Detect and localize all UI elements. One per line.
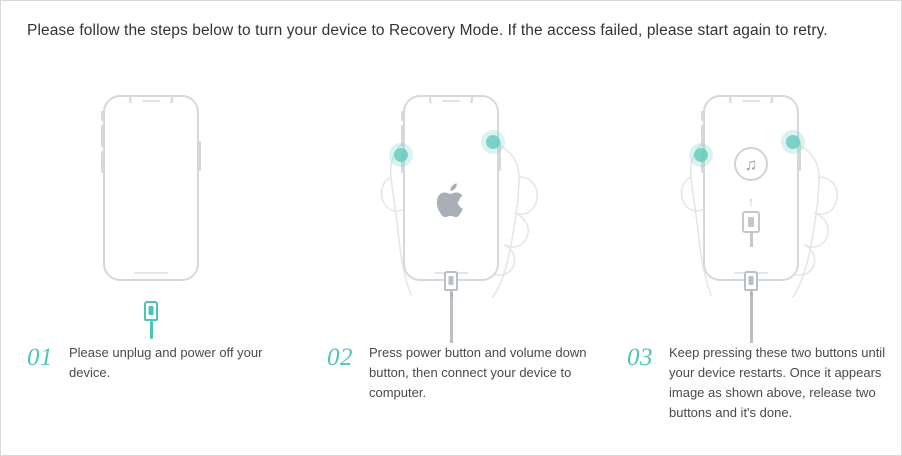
screen-recovery-mode: [711, 103, 791, 269]
earpiece-speaker-icon: [442, 100, 460, 102]
screen-blank: [111, 103, 191, 269]
step-02-number: 02: [327, 344, 353, 371]
iphone-device-apple-logo: [403, 95, 499, 281]
screen-apple-logo: [411, 103, 491, 269]
tap-indicator-volume-down-icon: [694, 148, 708, 162]
mute-switch: [101, 111, 104, 121]
power-button: [198, 141, 201, 171]
tap-indicator-volume-down-icon: [394, 148, 408, 162]
iphone-device-off: [103, 95, 199, 281]
step-03-text: Keep pressing these two buttons until your device restarts. Once it appears image as shown above, release two buttons and it's done.: [669, 345, 886, 420]
step-01-illustration: [1, 73, 301, 343]
step-02-illustration: [301, 73, 601, 343]
step-02: [301, 73, 601, 423]
step-01-caption: [1, 343, 301, 383]
lightning-cable-icon: [144, 301, 158, 339]
tap-indicator-power-icon: [486, 135, 500, 149]
step-03: [601, 73, 901, 423]
step-01-text: Please unplug and power off your device.: [69, 345, 263, 380]
volume-down-button: [101, 151, 104, 173]
apple-logo-icon: [434, 181, 468, 221]
tap-indicator-power-icon: [786, 135, 800, 149]
arrow-up-icon: ↑: [747, 194, 755, 209]
cable-wire: [450, 297, 453, 343]
earpiece-speaker-icon: [142, 100, 160, 102]
step-03-number: 03: [627, 344, 653, 371]
page-title: Please follow the steps below to turn your device to Recovery Mode. If the access failed, please start again to retry.: [27, 22, 828, 39]
step-01: [1, 73, 301, 423]
home-indicator: [134, 272, 168, 274]
volume-up-button: [101, 125, 104, 147]
lightning-cable-icon: [742, 211, 760, 247]
step-03-caption: [601, 343, 901, 423]
earpiece-speaker-icon: [742, 100, 760, 102]
step-01-number: 01: [27, 344, 53, 371]
music-note-icon: ♫: [734, 147, 768, 181]
step-02-text: Press power button and volume down button, then connect your device to computer.: [369, 345, 587, 400]
iphone-device-recovery-mode: [703, 95, 799, 281]
cable-wire: [750, 297, 753, 343]
step-02-caption: [301, 343, 601, 403]
step-03-illustration: [601, 73, 901, 343]
steps-container: [1, 73, 901, 423]
mute-switch: [401, 111, 404, 121]
mute-switch: [701, 111, 704, 121]
